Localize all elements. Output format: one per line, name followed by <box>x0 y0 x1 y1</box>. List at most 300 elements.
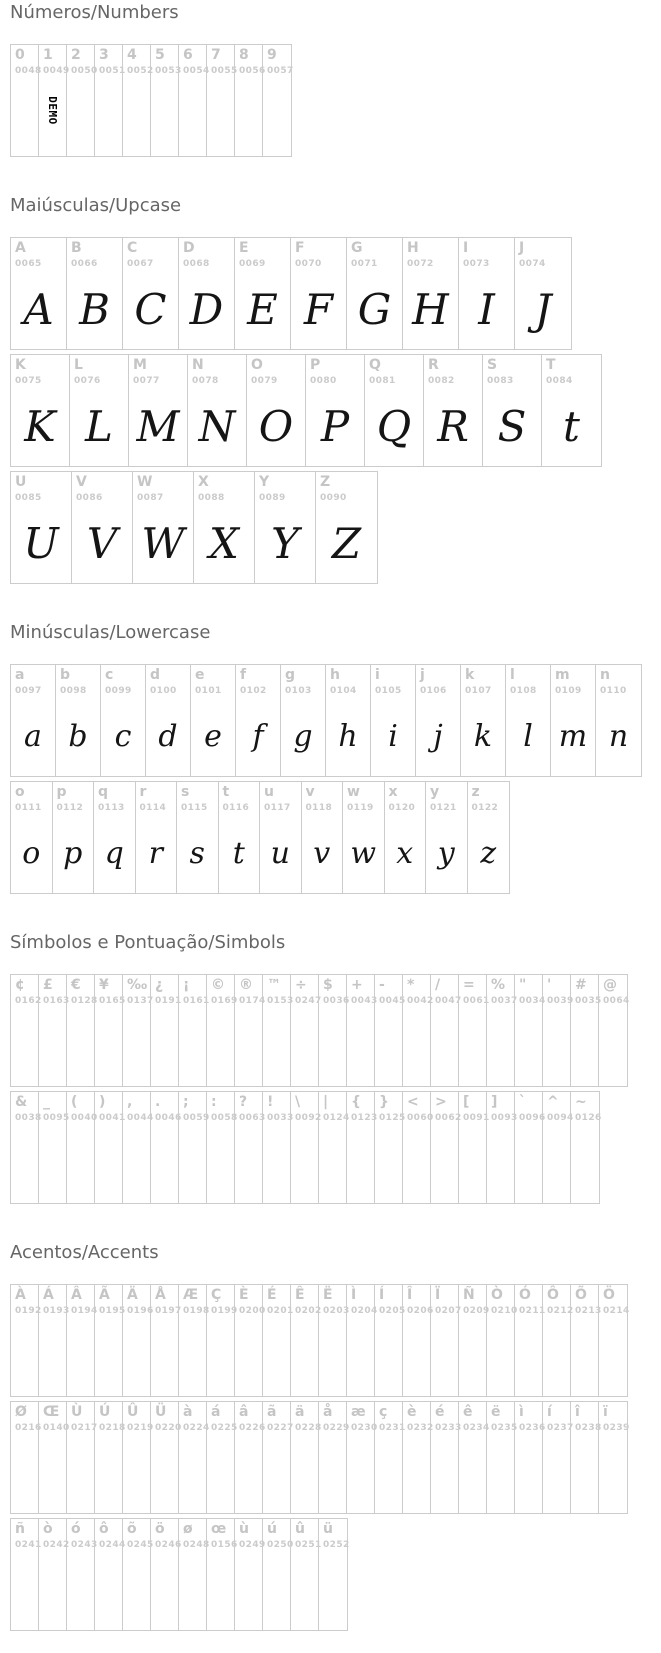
glyph-cell-0085 <box>11 472 72 583</box>
char-label: ñ <box>15 1521 25 1537</box>
char-label: ( <box>71 1094 78 1110</box>
glyph-cell-0217 <box>67 1402 98 1513</box>
cell-head <box>255 472 315 504</box>
cell-head <box>235 1285 266 1317</box>
glyph-cell-0088 <box>194 472 255 583</box>
glyph-cell-0235 <box>487 1402 518 1513</box>
code-label: 0088 <box>198 493 225 503</box>
glyph-area <box>347 1007 374 1086</box>
glyph-area <box>151 1007 178 1086</box>
code-label: 0041 <box>99 1113 126 1123</box>
glyph-preview: p <box>63 836 83 871</box>
glyph-area <box>347 1434 374 1513</box>
glyph-cell-0243 <box>67 1519 98 1630</box>
glyph-row-symbols-1 <box>10 974 628 1087</box>
glyph-area <box>571 1124 599 1203</box>
cell-head <box>123 45 154 77</box>
cell-head <box>416 665 460 697</box>
glyph-area <box>151 77 178 156</box>
glyph-cell-0066 <box>67 238 123 349</box>
char-label: 1 <box>43 47 53 63</box>
cell-head <box>459 1092 490 1124</box>
char-label: æ <box>351 1404 366 1420</box>
cell-head <box>95 1092 126 1124</box>
char-label: a <box>15 667 25 683</box>
glyph-cell-0038 <box>11 1092 42 1203</box>
code-label: 0057 <box>267 66 294 76</box>
glyph-cell-0102 <box>236 665 281 776</box>
glyph-area <box>39 1317 66 1396</box>
glyph-row-uppercase-1 <box>10 237 572 350</box>
code-label: 0089 <box>259 493 286 503</box>
glyph-area <box>365 387 423 466</box>
char-label: ¢ <box>15 977 25 993</box>
code-label: 0096 <box>519 1113 546 1123</box>
cell-head <box>207 45 238 77</box>
glyph-area <box>551 697 595 776</box>
char-label: ì <box>519 1404 524 1420</box>
glyph-area <box>403 270 458 349</box>
code-label: 0232 <box>407 1423 434 1433</box>
cell-head <box>319 1285 350 1317</box>
code-label: 0046 <box>155 1113 182 1123</box>
char-label: E <box>239 240 249 256</box>
glyph-cell-0214 <box>599 1285 630 1396</box>
code-label: 0066 <box>71 259 98 269</box>
code-label: 0250 <box>267 1540 294 1550</box>
glyph-cell-0049 <box>39 45 70 156</box>
glyph-area <box>207 1317 234 1396</box>
char-label: 8 <box>239 47 249 63</box>
glyph-cell-0128 <box>67 975 98 1086</box>
glyph-area <box>151 1434 178 1513</box>
glyph-cell-0059 <box>179 1092 210 1203</box>
cell-head <box>179 45 210 77</box>
char-label: Ñ <box>463 1287 475 1303</box>
glyph-area <box>67 1551 94 1630</box>
glyph-cell-0100 <box>146 665 191 776</box>
glyph-cell-0113 <box>94 782 136 893</box>
glyph-area <box>426 814 467 893</box>
cell-head <box>403 1402 434 1434</box>
glyph-cell-0091 <box>459 1092 490 1203</box>
glyph-area <box>599 1317 627 1396</box>
glyph-cell-0060 <box>403 1092 434 1203</box>
cell-head <box>487 1285 518 1317</box>
code-label: 0043 <box>351 996 378 1006</box>
glyph-area <box>263 1317 290 1396</box>
glyph-cell-0045 <box>375 975 406 1086</box>
char-label: z <box>471 784 480 800</box>
cell-head <box>260 782 301 814</box>
glyph-area <box>375 1007 402 1086</box>
code-label: 0137 <box>127 996 154 1006</box>
cell-head <box>39 45 70 77</box>
code-label: 0126 <box>575 1113 602 1123</box>
glyph-preview: K <box>24 402 56 451</box>
section-title-uppercase: Maiúsculas/Upcase <box>10 195 182 216</box>
char-label: Ò <box>491 1287 503 1303</box>
glyph-row-lowercase-1 <box>10 664 642 777</box>
char-label: < <box>407 1094 419 1110</box>
glyph-cell-0232 <box>403 1402 434 1513</box>
glyph-area <box>542 387 601 466</box>
glyph-area <box>316 504 377 583</box>
glyph-preview: O <box>258 402 294 451</box>
char-label: K <box>15 357 26 373</box>
glyph-preview: H <box>412 285 449 334</box>
glyph-area <box>319 1551 347 1630</box>
code-label: 0120 <box>388 803 416 813</box>
char-label: \ <box>295 1094 301 1110</box>
code-label: 0106 <box>420 686 447 696</box>
cell-head <box>571 975 602 1007</box>
code-label: 0037 <box>491 996 518 1006</box>
cell-head <box>11 472 71 504</box>
cell-head <box>263 1285 294 1317</box>
char-label: ‰ <box>127 977 148 993</box>
glyph-cell-0202 <box>291 1285 322 1396</box>
glyph-area <box>67 1434 94 1513</box>
glyph-cell-0219 <box>123 1402 154 1513</box>
char-label: { <box>351 1094 361 1110</box>
cell-head <box>247 355 305 387</box>
glyph-cell-0077 <box>129 355 188 466</box>
glyph-area <box>235 1317 262 1396</box>
code-label: 0065 <box>15 259 42 269</box>
char-label: ^ <box>547 1094 559 1110</box>
char-label: Â <box>71 1287 82 1303</box>
glyph-cell-0251 <box>291 1519 322 1630</box>
char-label: = <box>463 977 475 993</box>
glyph-cell-0192 <box>11 1285 42 1396</box>
char-label: í <box>547 1404 552 1420</box>
char-label: N <box>192 357 204 373</box>
char-label: ¥ <box>99 977 109 993</box>
cell-head <box>136 782 177 814</box>
glyph-cell-0248 <box>179 1519 210 1630</box>
glyph-cell-0042 <box>403 975 434 1086</box>
char-label: Ï <box>435 1287 441 1303</box>
char-label: T <box>546 357 556 373</box>
glyph-cell-0107 <box>461 665 506 776</box>
code-label: 0245 <box>127 1540 154 1550</box>
glyph-cell-0140 <box>39 1402 70 1513</box>
cell-head <box>67 1402 98 1434</box>
glyph-area <box>95 1434 122 1513</box>
glyph-cell-0092 <box>291 1092 322 1203</box>
glyph-cell-0228 <box>291 1402 322 1513</box>
cell-head <box>347 975 378 1007</box>
glyph-area <box>515 1124 542 1203</box>
code-label: 0079 <box>251 376 278 386</box>
glyph-cell-0048 <box>11 45 42 156</box>
cell-head <box>151 1285 182 1317</box>
glyph-area <box>375 1124 402 1203</box>
glyph-area <box>515 1317 542 1396</box>
char-label: Î <box>407 1287 413 1303</box>
code-label: 0097 <box>15 686 42 696</box>
char-label: ë <box>491 1404 501 1420</box>
glyph-cell-0068 <box>179 238 235 349</box>
cell-head <box>235 45 266 77</box>
glyph-area <box>146 697 190 776</box>
char-label: Œ <box>43 1404 60 1420</box>
glyph-area <box>11 1551 38 1630</box>
glyph-cell-0119 <box>343 782 385 893</box>
code-label: 0212 <box>547 1306 574 1316</box>
char-label: F <box>295 240 305 256</box>
glyph-cell-0067 <box>123 238 179 349</box>
cell-head <box>599 975 630 1007</box>
glyph-area <box>281 697 325 776</box>
char-label: © <box>211 977 225 993</box>
char-label: : <box>211 1094 217 1110</box>
glyph-preview: s <box>189 836 205 871</box>
char-label: % <box>491 977 506 993</box>
glyph-cell-0111 <box>11 782 53 893</box>
char-label: _ <box>43 1094 50 1110</box>
code-label: 0230 <box>351 1423 378 1433</box>
char-label: é <box>435 1404 445 1420</box>
glyph-area <box>319 1434 346 1513</box>
glyph-area <box>56 697 100 776</box>
glyph-preview: z <box>480 836 497 871</box>
char-label: V <box>76 474 87 490</box>
code-label: 0086 <box>76 493 103 503</box>
char-label: Z <box>320 474 331 490</box>
cell-head <box>123 975 154 1007</box>
glyph-preview: P <box>320 402 350 451</box>
char-label: ' <box>547 977 552 993</box>
char-label: u <box>264 784 274 800</box>
glyph-area <box>515 1007 542 1086</box>
code-label: 0224 <box>183 1423 210 1433</box>
code-label: 0200 <box>239 1306 266 1316</box>
cell-head <box>235 1402 266 1434</box>
code-label: 0098 <box>60 686 87 696</box>
glyph-cell-0196 <box>123 1285 154 1396</box>
cell-head <box>123 1092 154 1124</box>
cell-head <box>179 1519 210 1551</box>
code-label: 0226 <box>239 1423 266 1433</box>
char-label: , <box>127 1094 133 1110</box>
cell-head <box>11 665 55 697</box>
code-label: 0090 <box>320 493 347 503</box>
char-label: Ô <box>547 1287 559 1303</box>
glyph-cell-0089 <box>255 472 316 583</box>
char-label: ô <box>99 1521 109 1537</box>
cell-head <box>263 1092 294 1124</box>
cell-head <box>207 975 238 1007</box>
code-label: 0099 <box>105 686 132 696</box>
glyph-cell-0203 <box>319 1285 350 1396</box>
cell-head <box>207 1519 238 1551</box>
glyph-cell-0110 <box>596 665 641 776</box>
code-label: 0070 <box>295 259 322 269</box>
char-label: Å <box>155 1287 166 1303</box>
code-label: 0107 <box>465 686 492 696</box>
glyph-area <box>133 504 193 583</box>
code-label: 0059 <box>183 1113 210 1123</box>
char-label: 4 <box>127 47 137 63</box>
char-label: ä <box>295 1404 305 1420</box>
code-label: 0207 <box>435 1306 462 1316</box>
code-label: 0217 <box>71 1423 98 1433</box>
glyph-cell-0207 <box>431 1285 462 1396</box>
glyph-area <box>302 814 343 893</box>
code-label: 0060 <box>407 1113 434 1123</box>
glyph-preview: g <box>293 719 313 754</box>
glyph-cell-0237 <box>543 1402 574 1513</box>
cell-head <box>347 1402 378 1434</box>
cell-head <box>483 355 541 387</box>
char-label: A <box>15 240 26 256</box>
glyph-area <box>129 387 187 466</box>
char-label: v <box>305 784 315 800</box>
code-label: 0069 <box>239 259 266 269</box>
glyph-cell-0244 <box>95 1519 126 1630</box>
cell-head <box>67 45 98 77</box>
cell-head <box>426 782 467 814</box>
code-label: 0113 <box>98 803 125 813</box>
cell-head <box>375 1285 406 1317</box>
glyph-cell-0163 <box>39 975 70 1086</box>
glyph-cell-0064 <box>599 975 630 1086</box>
glyph-area <box>179 1551 206 1630</box>
glyph-cell-0124 <box>319 1092 350 1203</box>
cell-head <box>11 1285 42 1317</box>
cell-head <box>235 975 266 1007</box>
glyph-row-uppercase-2 <box>10 354 602 467</box>
glyph-cell-0200 <box>235 1285 266 1396</box>
glyph-cell-0252 <box>319 1519 350 1630</box>
glyph-area <box>506 697 550 776</box>
char-label: / <box>435 977 441 993</box>
code-label: 0067 <box>127 259 154 269</box>
glyph-area <box>207 1434 234 1513</box>
cell-head <box>599 1402 630 1434</box>
code-label: 0074 <box>519 259 546 269</box>
cell-head <box>461 665 505 697</box>
cell-head <box>67 1519 98 1551</box>
glyph-area <box>543 1434 570 1513</box>
cell-head <box>39 1402 70 1434</box>
glyph-area <box>459 1317 486 1396</box>
glyph-cell-0072 <box>403 238 459 349</box>
cell-head <box>599 1285 630 1317</box>
cell-head <box>207 1285 238 1317</box>
code-label: 0162 <box>15 996 42 1006</box>
code-label: 0227 <box>267 1423 294 1433</box>
glyph-row-lowercase-2 <box>10 781 510 894</box>
glyph-cell-0241 <box>11 1519 42 1630</box>
glyph-area <box>347 270 402 349</box>
code-label: 0077 <box>133 376 160 386</box>
cell-head <box>459 1402 490 1434</box>
cell-head <box>291 1285 322 1317</box>
glyph-cell-0162 <box>11 975 42 1086</box>
glyph-cell-0213 <box>571 1285 602 1396</box>
glyph-cell-0108 <box>506 665 551 776</box>
code-label: 0078 <box>192 376 219 386</box>
code-label: 0241 <box>15 1540 42 1550</box>
glyph-cell-0041 <box>95 1092 126 1203</box>
code-label: 0174 <box>239 996 266 1006</box>
code-label: 0117 <box>264 803 291 813</box>
cell-head <box>95 975 126 1007</box>
glyph-area <box>263 1007 290 1086</box>
cell-head <box>151 45 182 77</box>
glyph-cell-0118 <box>302 782 344 893</box>
glyph-cell-0046 <box>151 1092 182 1203</box>
glyph-preview: G <box>357 285 392 334</box>
glyph-cell-0169 <box>207 975 238 1086</box>
glyph-area <box>235 1434 262 1513</box>
glyph-area <box>235 1551 262 1630</box>
code-label: 0104 <box>330 686 357 696</box>
glyph-cell-0075 <box>11 355 70 466</box>
glyph-area <box>326 697 370 776</box>
char-label: B <box>71 240 82 256</box>
glyph-row-numbers <box>10 44 292 157</box>
glyph-cell-0055 <box>207 45 238 156</box>
glyph-cell-0231 <box>375 1402 406 1513</box>
glyph-cell-0229 <box>319 1402 350 1513</box>
code-label: 0249 <box>239 1540 266 1550</box>
code-label: 0114 <box>139 803 167 813</box>
glyph-area <box>431 1124 458 1203</box>
code-label: 0193 <box>43 1306 70 1316</box>
glyph-cell-0034 <box>515 975 546 1086</box>
code-label: 0124 <box>323 1113 350 1123</box>
glyph-area <box>260 814 301 893</box>
glyph-preview: Y <box>271 519 299 568</box>
glyph-area <box>375 1434 402 1513</box>
cell-head <box>235 238 290 270</box>
glyph-area <box>291 1124 318 1203</box>
cell-head <box>375 975 406 1007</box>
char-label: î <box>575 1404 580 1420</box>
section-symbols <box>10 932 661 1204</box>
glyph-area <box>461 697 505 776</box>
char-label: > <box>435 1094 447 1110</box>
glyph-preview: U <box>23 519 59 568</box>
cell-head <box>551 665 595 697</box>
cell-head <box>571 1402 602 1434</box>
code-label: 0161 <box>183 996 210 1006</box>
glyph-area <box>515 1434 542 1513</box>
glyph-area <box>571 1317 598 1396</box>
glyph-area <box>235 270 290 349</box>
char-label: ] <box>491 1094 498 1110</box>
glyph-preview: w <box>350 836 377 871</box>
glyph-area <box>67 77 94 156</box>
cell-head <box>146 665 190 697</box>
cell-head <box>375 1092 406 1124</box>
glyph-cell-0206 <box>403 1285 434 1396</box>
glyph-cell-0096 <box>515 1092 546 1203</box>
glyph-area <box>72 504 132 583</box>
cell-head <box>191 665 235 697</box>
code-label: 0169 <box>211 996 238 1006</box>
section-title-numbers: Números/Numbers <box>10 2 179 23</box>
glyph-preview: J <box>534 285 552 334</box>
char-label: [ <box>463 1094 470 1110</box>
cell-head <box>129 355 187 387</box>
char-label: Ó <box>519 1287 531 1303</box>
glyph-area <box>291 1007 318 1086</box>
